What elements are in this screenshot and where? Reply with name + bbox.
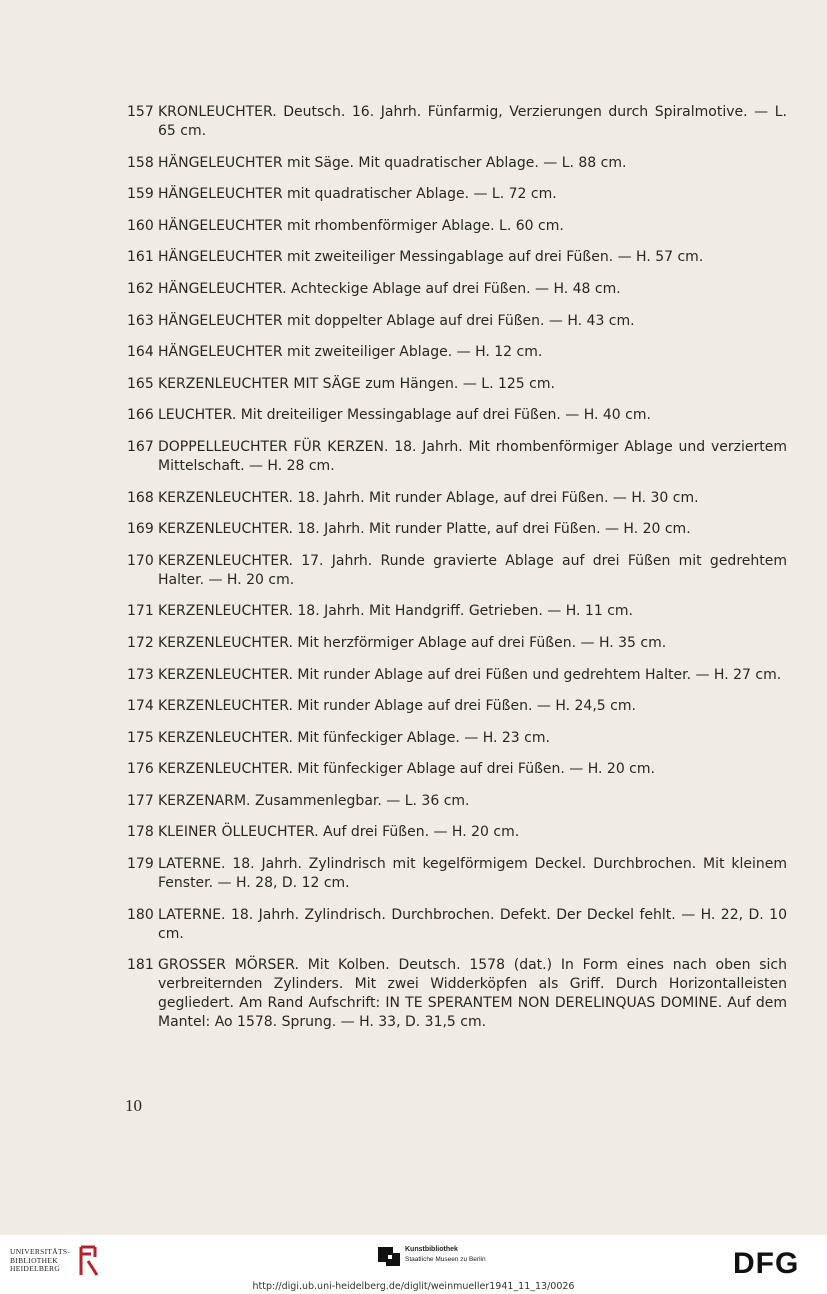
catalog-entry: [127, 154, 787, 173]
entry-text: HÄNGELEUCHTER mit doppelter Ablage auf drei Füßen. — H. 43 cm.: [158, 312, 635, 329]
kunstbibliothek-logo[interactable]: [378, 1244, 486, 1266]
catalog-entry: [127, 666, 787, 685]
entry-text: HÄNGELEUCHTER mit rhombenförmiger Ablage. L. 60 cm.: [158, 217, 564, 234]
entry-text: LATERNE. 18. Jahrh. Zylindrisch mit kegelförmigem Deckel. Durchbrochen. Mit kleinem Fenster. — H. 28, D. 12 cm.: [158, 856, 787, 892]
catalog-entry: [127, 697, 787, 716]
catalog-entry: [127, 602, 787, 621]
entry-text: KERZENLEUCHTER. Mit runder Ablage auf drei Füßen. — H. 24,5 cm.: [158, 698, 636, 715]
entry-text: KERZENLEUCHTER. Mit fünfeckiger Ablage. — H. 23 cm.: [158, 729, 550, 746]
entry-number: 173: [127, 666, 154, 683]
entry-text: HÄNGELEUCHTER mit zweiteiliger Messingablage auf drei Füßen. — H. 57 cm.: [158, 249, 704, 266]
entry-number: 160: [127, 217, 154, 234]
entry-number: 157: [127, 104, 154, 120]
entry-number: 159: [127, 186, 154, 203]
catalog-entry: [127, 729, 787, 748]
entry-number: 177: [127, 792, 154, 809]
catalog-entry: [127, 343, 787, 362]
entry-number: 169: [127, 521, 154, 538]
entry-text: KERZENLEUCHTER. 18. Jahrh. Mit Handgriff. Getrieben. — H. 11 cm.: [158, 603, 633, 620]
entry-text: HÄNGELEUCHTER. Achteckige Ablage auf drei Füßen. — H. 48 cm.: [158, 280, 621, 297]
university-emblem-icon: [78, 1245, 100, 1277]
catalog-entry: [127, 760, 787, 779]
catalog-entry: [127, 103, 787, 141]
entry-number: 171: [127, 603, 154, 620]
kunstbibliothek-emblem-icon: [378, 1244, 400, 1266]
entry-text: KERZENLEUCHTER. Mit fünfeckiger Ablage auf drei Füßen. — H. 20 cm.: [158, 761, 655, 778]
entry-text: LEUCHTER. Mit dreiteiliger Messingablage auf drei Füßen. — H. 40 cm.: [158, 407, 651, 424]
entry-number: 161: [127, 249, 154, 266]
catalog-entry: [127, 438, 787, 476]
entry-text: KERZENLEUCHTER. 18. Jahrh. Mit runder Platte, auf drei Füßen. — H. 20 cm.: [158, 521, 691, 538]
catalog-entry: [127, 823, 787, 842]
kunstbibliothek-subtitle: Staatliche Museen zu Berlin: [405, 1256, 486, 1263]
catalog-entry: [127, 792, 787, 811]
catalog-entry: [127, 280, 787, 299]
university-name: UNIVERSITÄTS- BIBLIOTHEK HEIDELBERG: [10, 1247, 71, 1274]
entry-text: KERZENLEUCHTER. Mit runder Ablage auf drei Füßen und gedrehtem Halter. — H. 27 cm.: [158, 666, 782, 683]
entry-text: KRONLEUCHTER. Deutsch. 16. Jahrh. Fünfarmig, Verzierungen durch Spiralmotive. — L. 65 cm.: [158, 104, 787, 139]
entry-number: 165: [127, 375, 154, 392]
catalog-entry: [127, 248, 787, 267]
catalog-entry: [127, 552, 787, 590]
catalog-entry: [127, 185, 787, 204]
entry-number: 168: [127, 489, 154, 506]
catalog-entry: [127, 312, 787, 331]
entry-text: DOPPELLEUCHTER FÜR KERZEN. 18. Jahrh. Mit rhombenförmiger Ablage und verziertem Mittelschaft. — H. 28 cm.: [158, 438, 787, 474]
entry-text: KERZENLEUCHTER MIT SÄGE zum Hängen. — L. 125 cm.: [158, 375, 555, 392]
page-number: 10: [125, 1096, 142, 1115]
dfg-logo[interactable]: DFG: [733, 1247, 800, 1280]
entry-text: KERZENLEUCHTER. 18. Jahrh. Mit runder Ablage, auf drei Füßen. — H. 30 cm.: [158, 489, 699, 506]
entry-number: 180: [127, 906, 154, 923]
entry-text: KERZENLEUCHTER. 17. Jahrh. Runde gravierte Ablage auf drei Füßen mit gedrehtem Halter. — H. 20 cm.: [158, 552, 787, 588]
catalog-entry: [127, 906, 787, 944]
entry-number: 170: [127, 552, 154, 569]
catalog-entry: [127, 855, 787, 893]
entry-text: KERZENLEUCHTER. Mit herzförmiger Ablage auf drei Füßen. — H. 35 cm.: [158, 634, 667, 651]
entry-text: GROSSER MÖRSER. Mit Kolben. Deutsch. 1578 (dat.) In Form eines nach oben sich verbreiternden Zylinders. Mit zwei Widderköpfen als Griff. Durch Horizontalleisten gegliedert. Am Rand Aufschrift: IN TE SPERANTEM NON DERELINQUAS DOMINE. Auf dem Mantel: Ao 1578. Sprung. — H. 33, D. 31,5 cm.: [158, 957, 787, 1031]
catalog-entries: [127, 103, 787, 1045]
entry-number: 178: [127, 824, 154, 841]
entry-text: LATERNE. 18. Jahrh. Zylindrisch. Durchbrochen. Defekt. Der Deckel fehlt. — H. 22, D. 10 cm.: [158, 906, 787, 942]
entry-number: 175: [127, 729, 154, 746]
entry-number: 158: [127, 154, 154, 171]
catalog-entry: [127, 375, 787, 394]
catalog-entry: [127, 406, 787, 425]
kunstbibliothek-title: Kunstbibliothek: [405, 1246, 458, 1253]
entry-number: 176: [127, 761, 154, 778]
catalog-entry: [127, 489, 787, 508]
catalog-entry: [127, 956, 787, 1032]
entry-number: 167: [127, 438, 154, 455]
entry-text: KERZENARM. Zusammenlegbar. — L. 36 cm.: [158, 792, 470, 809]
entry-number: 163: [127, 312, 154, 329]
entry-text: HÄNGELEUCHTER mit quadratischer Ablage. — L. 72 cm.: [158, 186, 557, 203]
entry-number: 179: [127, 856, 154, 873]
source-url[interactable]: http://digi.ub.uni-heidelberg.de/diglit/weinmueller1941_11_13/0026: [252, 1281, 575, 1292]
entry-number: 181: [127, 957, 154, 974]
catalog-entry: [127, 520, 787, 539]
entry-number: 164: [127, 344, 154, 361]
catalog-entry: [127, 217, 787, 236]
entry-number: 166: [127, 407, 154, 424]
university-library-logo[interactable]: [10, 1245, 100, 1277]
entry-number: 174: [127, 698, 154, 715]
entry-text: HÄNGELEUCHTER mit zweiteiliger Ablage. — H. 12 cm.: [158, 344, 543, 361]
entry-number: 172: [127, 634, 154, 651]
entry-text: KLEINER ÖLLEUCHTER. Auf drei Füßen. — H. 20 cm.: [158, 824, 520, 841]
entry-number: 162: [127, 280, 154, 297]
catalog-entry: [127, 634, 787, 653]
entry-text: HÄNGELEUCHTER mit Säge. Mit quadratischer Ablage. — L. 88 cm.: [158, 154, 627, 171]
